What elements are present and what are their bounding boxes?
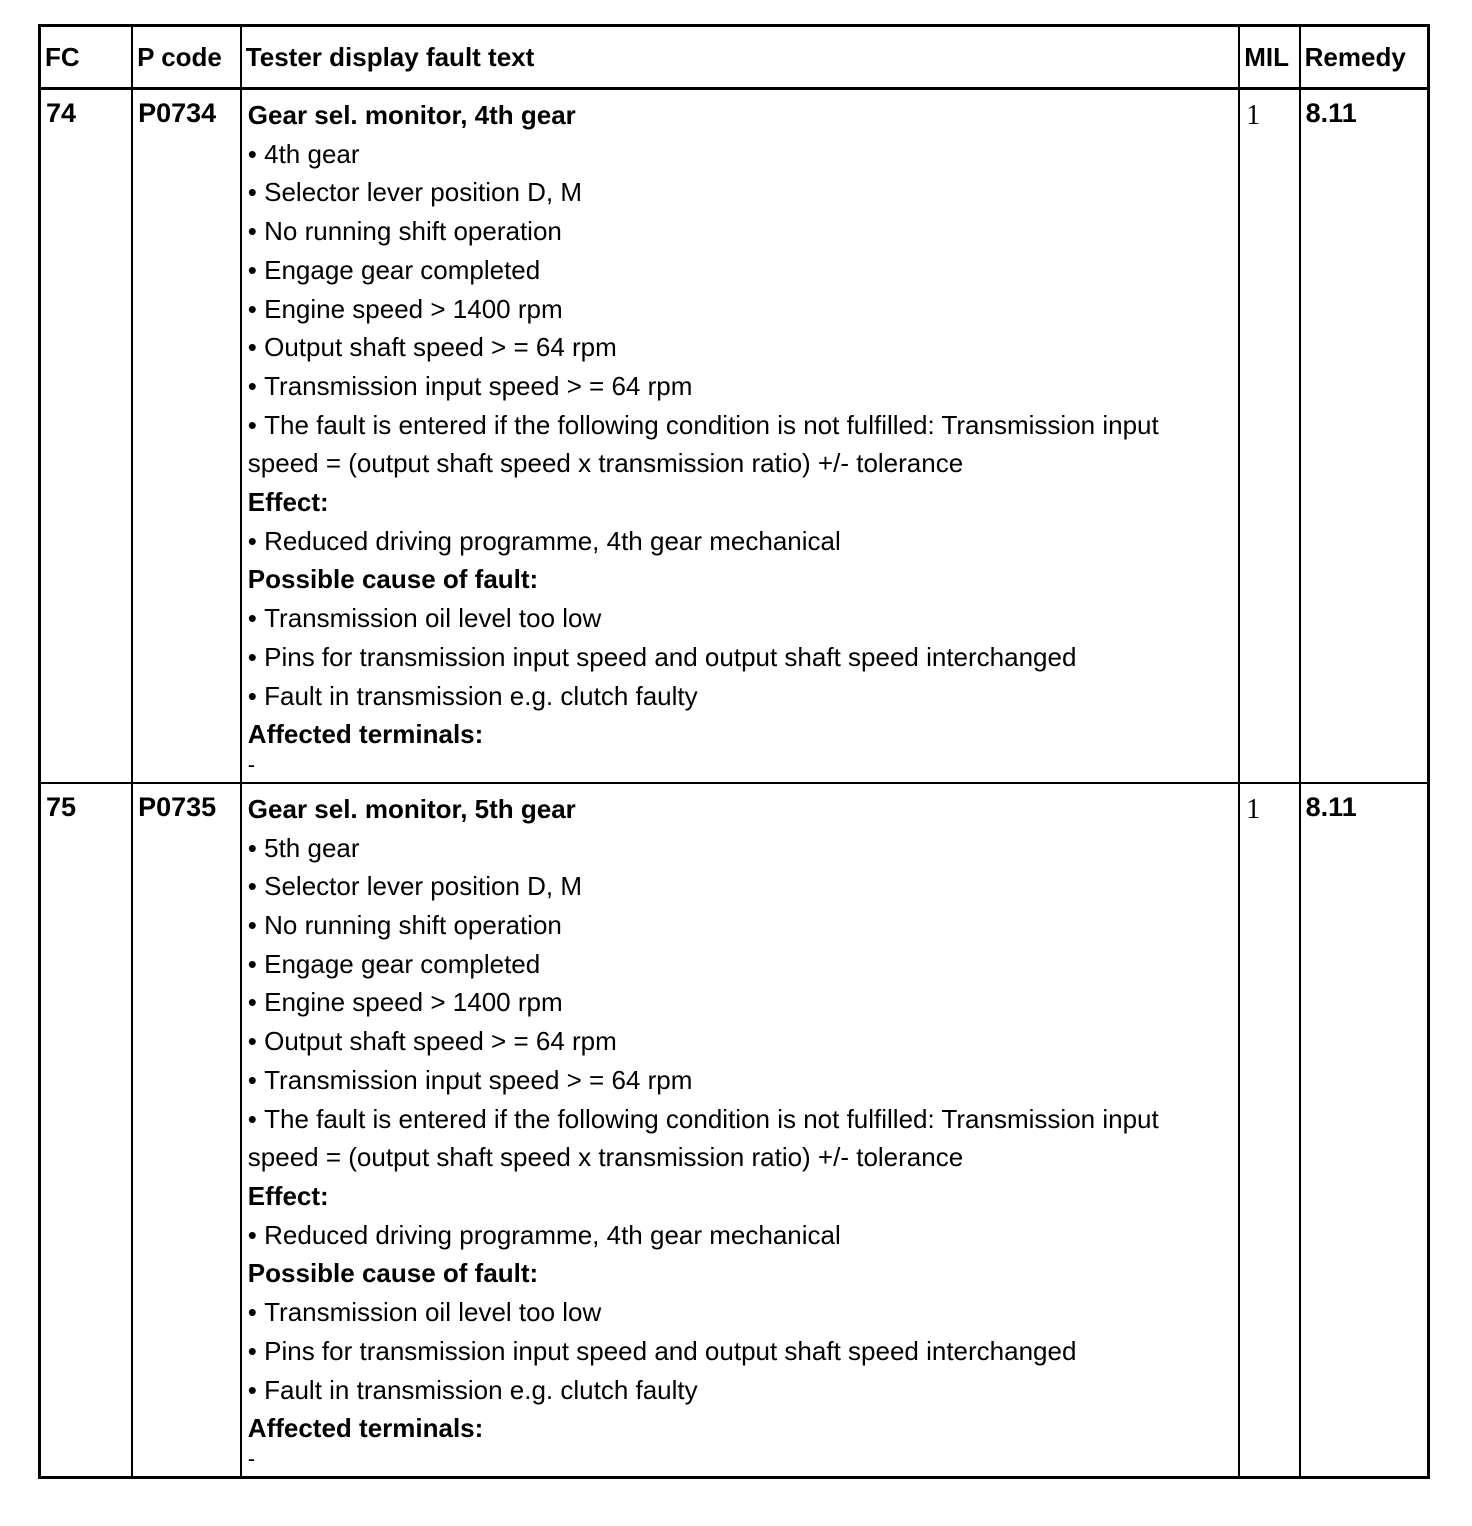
table-header-row — [40, 26, 1429, 89]
list-item: • 4th gear — [248, 135, 1232, 174]
list-item: • Reduced driving programme, 4th gear mechanical — [248, 522, 1232, 561]
list-item: • Transmission input speed > = 64 rpm — [248, 367, 1232, 406]
list-item: • No running shift operation — [248, 906, 1232, 945]
cause-heading: Possible cause of fault: — [247, 564, 539, 595]
conditions-list — [248, 829, 1232, 1177]
causes-list — [248, 599, 1232, 715]
header-fc: FC — [40, 26, 133, 89]
list-item: • Output shaft speed > = 64 rpm — [248, 328, 1232, 367]
list-item: • Pins for transmission input speed and output shaft speed interchanged — [248, 638, 1232, 677]
fault-code: 74 — [40, 89, 133, 783]
list-item: • No running shift operation — [248, 212, 1232, 251]
fault-code-table — [38, 24, 1430, 1479]
fault-description — [241, 783, 1239, 1477]
table-row — [40, 89, 1429, 783]
mil-value: 1 — [1239, 89, 1299, 783]
p-code: P0735 — [132, 783, 241, 1477]
terminals-value: - — [247, 751, 256, 777]
effects-list — [248, 1216, 1232, 1255]
header-fault-text: Tester display fault text — [241, 26, 1239, 89]
list-item: • Engine speed > 1400 rpm — [248, 290, 1232, 329]
header-mil: MIL — [1239, 26, 1299, 89]
list-item: • The fault is entered if the following condition is not fulfilled: Transmission input speed = (output shaft speed x transmission ratio) +/- tolerance — [248, 1100, 1232, 1177]
remedy-value: 8.11 — [1300, 89, 1429, 783]
terminals-heading: Affected terminals: — [247, 719, 484, 750]
list-item: • Engine speed > 1400 rpm — [248, 983, 1232, 1022]
header-pcode: P code — [132, 26, 241, 89]
list-item: • Engage gear completed — [248, 251, 1232, 290]
list-item: • Transmission oil level too low — [248, 1293, 1232, 1332]
effects-list — [248, 522, 1232, 561]
header-remedy: Remedy — [1300, 26, 1429, 89]
causes-list — [248, 1293, 1232, 1409]
fault-code: 75 — [40, 783, 133, 1477]
list-item: • Selector lever position D, M — [248, 867, 1232, 906]
effect-heading: Effect: — [247, 487, 329, 518]
list-item: • Fault in transmission e.g. clutch faulty — [248, 677, 1232, 716]
fault-title: Gear sel. monitor, 4th gear — [247, 100, 576, 130]
list-item: • Transmission oil level too low — [248, 599, 1232, 638]
table-row — [40, 783, 1429, 1477]
p-code: P0734 — [132, 89, 241, 783]
list-item: • Engage gear completed — [248, 945, 1232, 984]
effect-heading: Effect: — [247, 1180, 329, 1211]
list-item: • Selector lever position D, M — [248, 173, 1232, 212]
conditions-list — [248, 135, 1232, 483]
list-item: • Fault in transmission e.g. clutch faulty — [248, 1371, 1232, 1410]
cause-heading: Possible cause of fault: — [247, 1258, 539, 1289]
list-item: • The fault is entered if the following condition is not fulfilled: Transmission input speed = (output shaft speed x transmission ratio) +/- tolerance — [248, 406, 1232, 483]
terminals-heading: Affected terminals: — [247, 1413, 484, 1444]
mil-value: 1 — [1239, 783, 1299, 1477]
list-item: • Reduced driving programme, 4th gear mechanical — [248, 1216, 1232, 1255]
list-item: • 5th gear — [248, 829, 1232, 868]
list-item: • Pins for transmission input speed and output shaft speed interchanged — [248, 1332, 1232, 1371]
list-item: • Transmission input speed > = 64 rpm — [248, 1061, 1232, 1100]
list-item: • Output shaft speed > = 64 rpm — [248, 1022, 1232, 1061]
terminals-value: - — [247, 1445, 256, 1471]
fault-title: Gear sel. monitor, 5th gear — [247, 793, 576, 824]
remedy-value: 8.11 — [1300, 783, 1429, 1477]
fault-description — [241, 89, 1239, 783]
